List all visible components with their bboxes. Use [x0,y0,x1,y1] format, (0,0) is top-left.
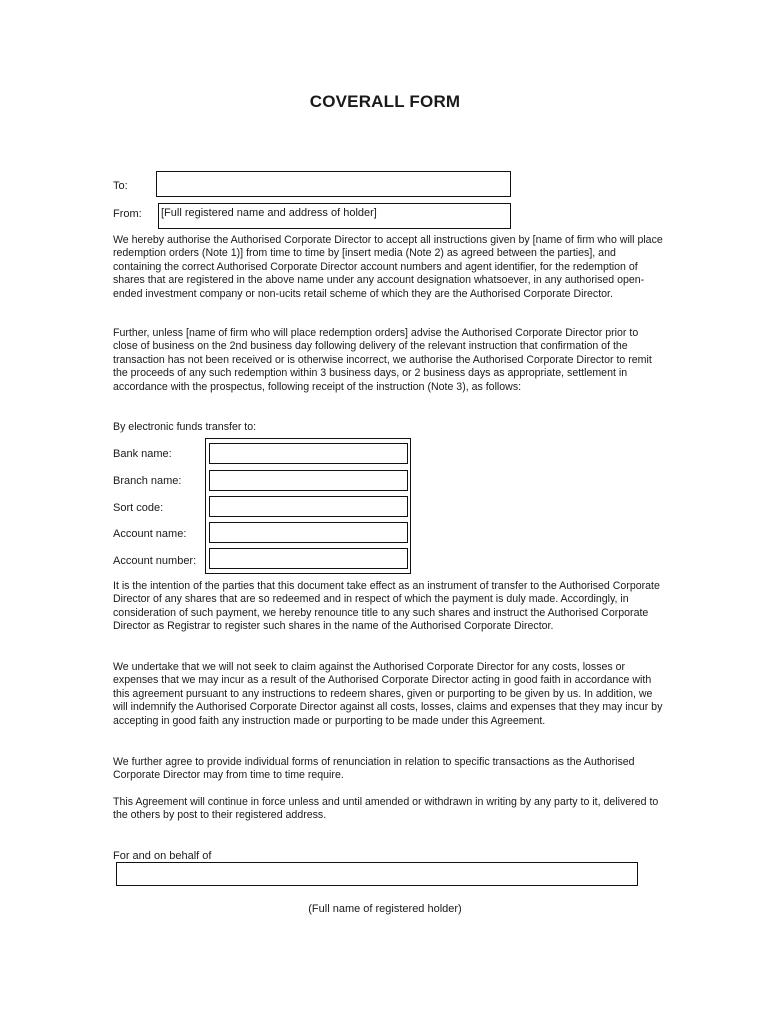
behalf-field[interactable] [116,862,638,886]
paragraph-remittance: Further, unless [name of firm who will place redemption orders] advise the Authorised Corporate Director prior to close of business on the 2nd business day following delivery of the relevant instruction that confirmation of the transaction has not been received or is otherwise incorrect, we authorise the Authorised Corporate Director to remit the proceeds of any such redemption within 3 business days, or 2 business days as appropriate, settlement in accordance with the prospectus, following receipt of the instruction (Note 3), as follows: [113,327,652,393]
paragraph-continuation: This Agreement will continue in force unless and until amended or withdrawn in writing by any party to it, delivered to the others by post to their registered address. [113,796,659,822]
account-name-label: Account name: [113,528,187,540]
from-field-value: [Full registered name and address of holder] [161,207,377,219]
sort-code-label: Sort code: [113,502,164,514]
page-title: COVERALL FORM [309,92,461,111]
eft-intro: By electronic funds transfer to: [113,421,257,433]
to-label: To: [113,180,128,192]
account-number-label: Account number: [113,555,197,567]
account-name-field[interactable] [209,522,408,543]
branch-name-label: Branch name: [113,475,182,487]
paragraph-authorisation: We hereby authorise the Authorised Corporate Director to accept all instructions given by [name of firm who will place redemption orders (Note 1)] from time to time by [insert media (Note 2) as agreed between the parties], and containing the correct Authorised Corporate Director account numbers and agent identifier, for the redemption of shares that are registered in the above name under any account designation whatsoever, in any authorised open-ended investment company or non-ucits retail scheme of which they are the Authorised Corporate Director. [113,234,663,300]
bank-name-label: Bank name: [113,448,172,460]
from-field[interactable] [158,203,511,229]
behalf-label: For and on behalf of [113,850,212,862]
from-label: From: [113,208,142,220]
full-name-note: (Full name of registered holder) [308,903,462,915]
paragraph-renunciation: We further agree to provide individual forms of renunciation in relation to specific transactions as the Authorised Corporate Director may from time to time require. [113,756,635,782]
paragraph-undertaking: We undertake that we will not seek to claim against the Authorised Corporate Director for any costs, losses or expenses that we may incur as a result of the Authorised Corporate Director acting in good faith in accordance with this agreement pursuant to any instructions to redeem shares, given or purporting to be given by us. In addition, we will indemnify the Authorised Corporate Director against all costs, losses, claims and expenses that they may incur by accepting in good faith any instruction made or purporting to be made under this Agreement. [113,661,663,727]
sort-code-field[interactable] [209,496,408,517]
branch-name-field[interactable] [209,470,408,491]
to-field[interactable] [156,171,511,197]
bank-name-field[interactable] [209,443,408,464]
paragraph-transfer-intent: It is the intention of the parties that this document take effect as an instrument of transfer to the Authorised Corporate Director of any shares that are so redeemed and in respect of which the payment is duly made. Accordingly, in consideration of such payment, we hereby renounce title to any such shares and instruct the Authorised Corporate Director as Registrar to register such shares in the name of the Authorised Corporate Director. [113,580,660,633]
account-number-field[interactable] [209,548,408,569]
